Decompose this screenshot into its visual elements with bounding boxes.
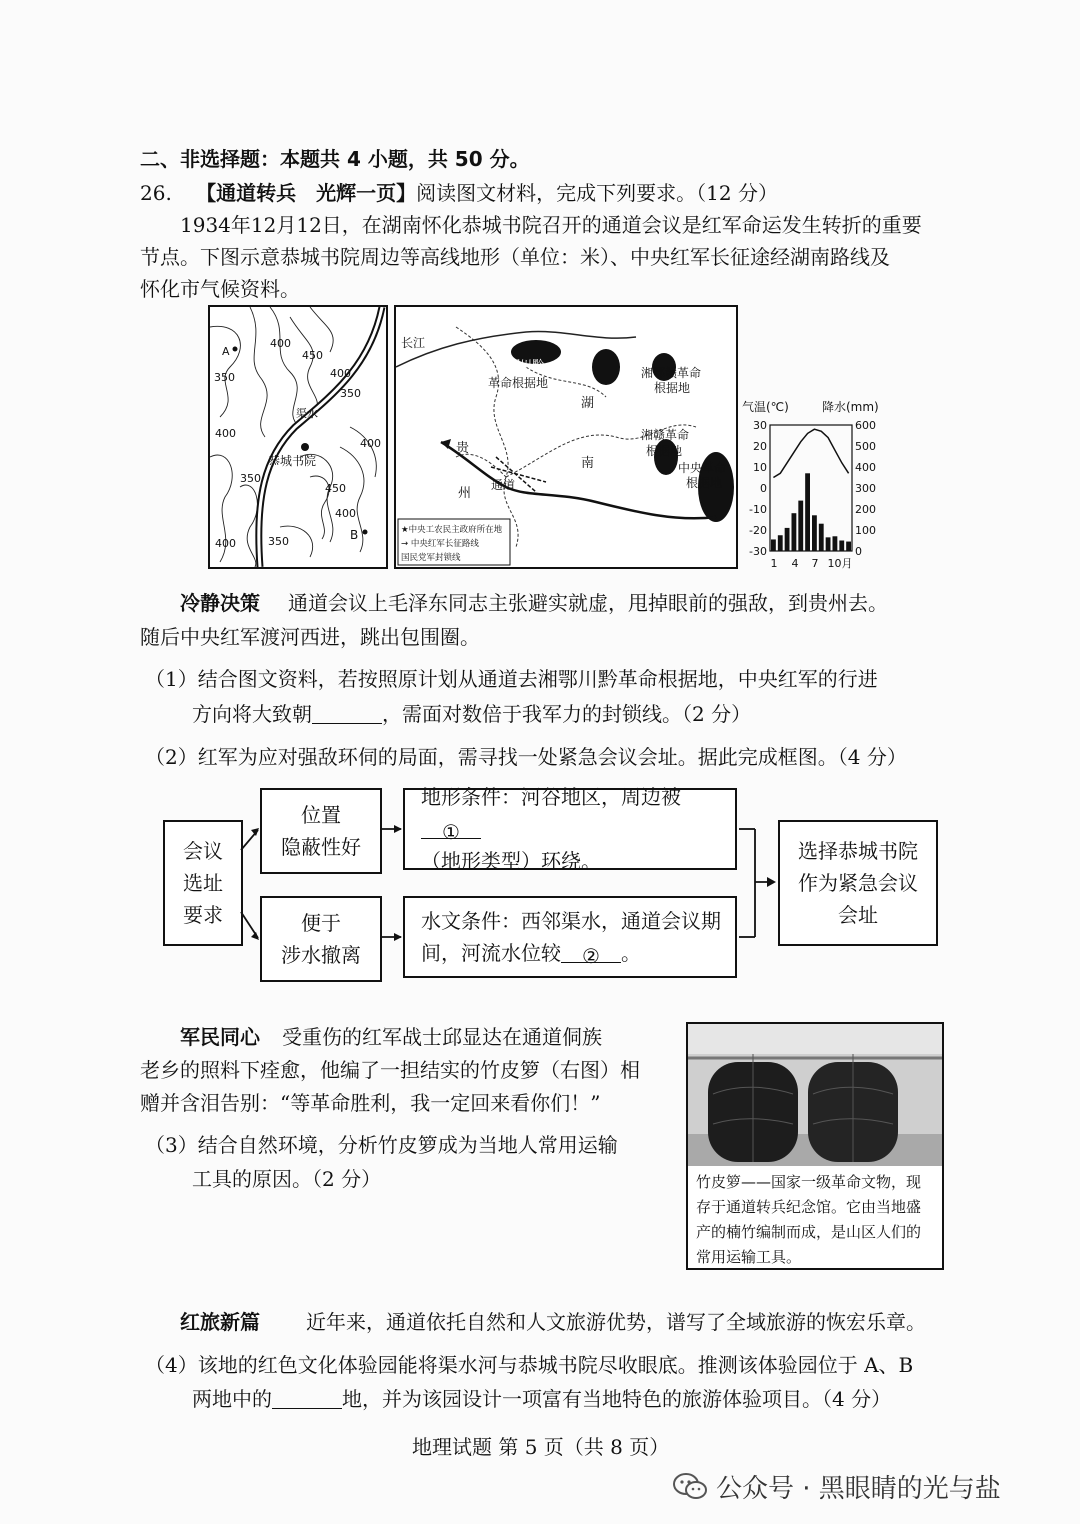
section3-heading: 红旅新篇 (180, 1310, 260, 1334)
watermark-text: 公众号 · 黑眼睛的光与盐 (716, 1474, 1001, 1504)
question-instruction: 阅读图文材料，完成下列要求。（12 分） (416, 181, 778, 205)
section1-heading: 冷静决策 (180, 591, 260, 615)
temp-tick-label: -30 (749, 545, 767, 558)
temp-tick-label: 0 (760, 482, 767, 495)
bamboo-basket-figure (686, 1022, 944, 1270)
blank-2[interactable]: ② (561, 940, 621, 963)
precip-tick-label: 400 (855, 461, 876, 474)
q4-text: 该地的红色文化体验园能将渠水河与恭城书院尽收眼底。推测该体验园位于 A、B (197, 1353, 914, 1377)
q1-number: （1） (145, 667, 198, 691)
contour-label: 350 (240, 472, 261, 485)
route-map-label: 湖 (581, 396, 595, 411)
precip-tick-label: 600 (855, 419, 876, 432)
route-map-label: 湘赣革命 (641, 428, 690, 442)
contour-label: 400 (215, 427, 236, 440)
section-heading: 二、非选择题：本题共 4 小题，共 50 分。 (140, 147, 530, 171)
photo-caption: 竹皮箩——国家一级革命文物，现存于通道转兵纪念馆。它由当地盛产的楠竹编制而成，是山区人们的常用运输工具。 (696, 1173, 922, 1266)
question-title: 【通道转兵 光辉一页】 (196, 181, 417, 205)
flow-hydrology-text: 间，河流水位较 (421, 941, 561, 965)
flow-terrain-line-2: （地形类型）环绕。 (421, 849, 601, 873)
section2-line-2: 老乡的照料下痊愈，他编了一担结实的竹皮箩（右图）相 (140, 1058, 640, 1082)
contour-label: 450 (302, 349, 323, 362)
section1-text: 通道会议上毛泽东同志主张避实就虚，甩掉眼前的强敌，到贵州去。 (288, 591, 888, 615)
q1-text-b: ，需面对数倍于我军力的封锁线。（2 分） (382, 702, 752, 726)
q4-line-2 (192, 1382, 891, 1416)
q3-number: （3） (145, 1133, 198, 1157)
intro-line-2: 节点。下图示意恭城书院周边等高线地形（单位：米）、中央红军长征途经湖南路线及 (140, 245, 890, 269)
q4-answer-blank[interactable] (272, 1386, 342, 1409)
flow-bottom-text: 涉水撤离 (281, 943, 361, 967)
route-map-label: 通道 (491, 478, 516, 492)
q1-text: 结合图文资料，若按照原计划从通道去湘鄂川黔革命根据地，中央红军的行进 (197, 667, 878, 691)
contour-label: B (350, 528, 359, 542)
contour-label: 400 (360, 437, 381, 450)
intro-line-1: 1934年12月12日，在湖南怀化恭城书院召开的通道会议是红军命运发生转折的重要 (180, 213, 922, 237)
q4-line-1 (145, 1348, 913, 1382)
section3-text: 近年来，通道依托自然和人文旅游优势，谱写了全域旅游的恢宏乐章。 (306, 1310, 926, 1334)
route-map-label: 州 (458, 486, 472, 501)
flow-req-text: 要求 (183, 903, 223, 927)
contour-label: 450 (325, 482, 346, 495)
wechat-icon (672, 1472, 708, 1502)
month-tick-label: 4 (791, 557, 799, 570)
flow-result-text: 选择恭城书院 (798, 839, 918, 863)
contour-label: 350 (268, 535, 289, 548)
route-map-label: 湘鄂川黔 (496, 358, 545, 372)
q1-text-a: 方向将大致朝 (192, 702, 312, 726)
route-map-label: 湘鄂赣革命 (641, 366, 702, 380)
route-legend-item: → 中央红军长征路线 (401, 539, 479, 549)
precip-tick-label: 500 (855, 440, 876, 453)
blank-1[interactable]: ① (421, 816, 481, 839)
route-map-label: 根据地 (686, 476, 723, 490)
contour-label: 400 (270, 337, 291, 350)
section2-text: 受重伤的红军战士邱显达在通道侗族 (282, 1025, 602, 1049)
section3-line-1 (180, 1305, 926, 1339)
route-legend-item: 国民党军封锁线 (401, 553, 461, 563)
route-map-label: 长江 (401, 336, 426, 350)
flow-req-text: 选址 (183, 871, 223, 895)
contour-map-place-label: 恭城书院 (268, 454, 317, 468)
precip-tick-label: 100 (855, 524, 876, 537)
question-number: 26. (140, 181, 172, 205)
section1-line-2: 随后中央红军渡河西进，跳出包围圈。 (140, 625, 480, 649)
page-footer: 地理试题 第 5 页（共 8 页） (412, 1435, 670, 1459)
q3-line-2: 工具的原因。（2 分） (192, 1167, 382, 1191)
flow-result-text: 作为紧急会议 (798, 871, 918, 895)
watermark (672, 1468, 1001, 1505)
section2-line-3: 赠并含泪告别：“等革命胜利，我一定回来看你们！” (140, 1091, 601, 1115)
q3-line-1 (145, 1128, 618, 1162)
contour-label: 400 (330, 367, 351, 380)
temp-tick-label: -20 (749, 524, 767, 537)
precip-axis-label: 降水(mm) (822, 400, 879, 414)
bamboo-basket-photo (688, 1024, 942, 1166)
flow-req-text: 会议 (183, 839, 223, 863)
section2-heading: 军民同心 (180, 1025, 260, 1049)
flow-result-text: 会址 (838, 903, 878, 927)
temp-tick-label: -10 (749, 503, 767, 516)
q4-text-b: 地，并为该园设计一项富有当地特色的旅游体验项目。（4 分） (342, 1387, 892, 1411)
q3-text: 结合自然环境，分析竹皮箩成为当地人常用运输 (197, 1133, 618, 1157)
section2-line-1 (180, 1020, 602, 1054)
flow-hydrology-end: 。 (621, 941, 641, 965)
flow-top-text: 位置 (301, 803, 341, 827)
flow-hydrology-line-1: 水文条件：西邻渠水，通道会议期 (421, 909, 721, 933)
temp-tick-label: 10 (753, 461, 767, 474)
q4-text-a: 两地中的 (192, 1387, 272, 1411)
q2-number: （2） (145, 745, 198, 769)
month-tick-label: 7 (811, 557, 819, 570)
contour-label: 400 (215, 537, 236, 550)
precip-tick-label: 0 (855, 545, 862, 558)
route-map-label: 中央革命 (678, 461, 727, 475)
route-legend-item: ★中央工农民主政府所在地 (401, 525, 503, 535)
precip-tick-label: 200 (855, 503, 876, 516)
q4-number: （4） (145, 1353, 198, 1377)
temp-tick-label: 20 (753, 440, 767, 453)
temp-tick-label: 30 (753, 419, 767, 432)
river-label: 渠水 (296, 407, 318, 420)
month-tick-label: 1 (770, 557, 778, 570)
contour-label: 400 (335, 507, 356, 520)
route-map-label: 根据地 (646, 444, 683, 458)
flow-bottom-text: 便于 (301, 911, 341, 935)
flow-top-text: 隐蔽性好 (281, 835, 361, 859)
intro-line-3: 怀化市气候资料。 (140, 277, 300, 301)
precip-tick-label: 300 (855, 482, 876, 495)
contour-label: A (222, 345, 230, 358)
route-map-label: 根据地 (654, 381, 691, 395)
contour-label: 350 (214, 371, 235, 384)
q2-text: 红军为应对强敌环伺的局面，需寻找一处紧急会议会址。据此完成框图。（4 分） (197, 745, 907, 769)
temp-axis-label: 气温(℃) (742, 400, 789, 414)
contour-label: 350 (340, 387, 361, 400)
route-map-label: 革命根据地 (488, 376, 549, 390)
route-map-label: 南 (581, 456, 595, 471)
month-tick-label: 10月 (827, 557, 853, 570)
route-map-label: 贵 (456, 441, 470, 456)
flow-terrain-text: 地形条件：河谷地区，周边被 (421, 785, 681, 809)
